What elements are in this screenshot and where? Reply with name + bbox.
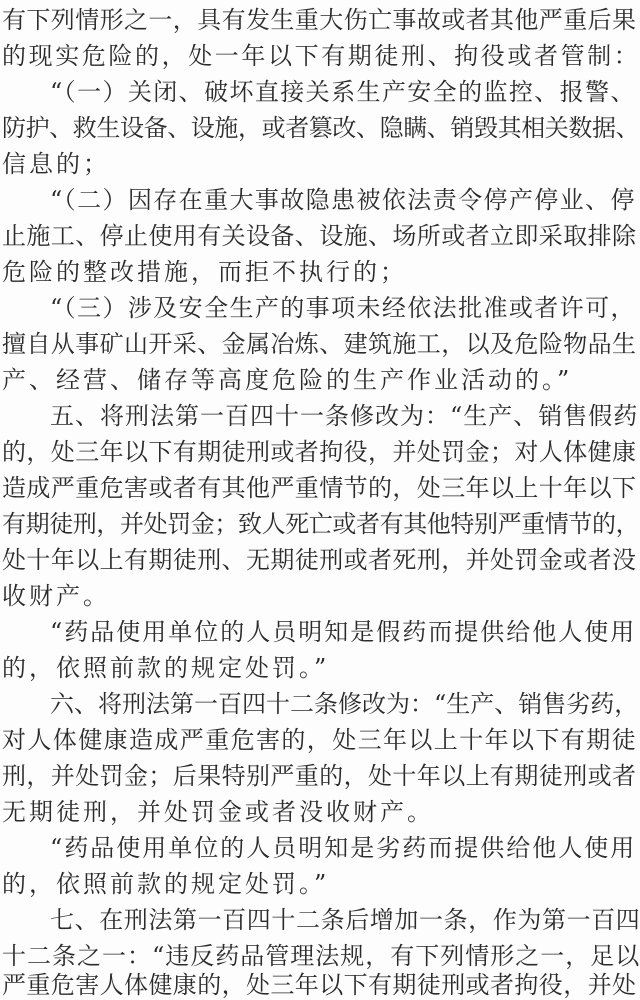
text-line-13: 的，处三年以下有期徒刑或者拘役，并处罚金；对人体健康: [2, 438, 637, 466]
text-line-7: 止施工、停止使用有关设备、设施、场所或者立即采取排除: [2, 222, 637, 250]
text-line-23: 无期徒刑，并处罚金或者没收财产。: [2, 798, 434, 826]
text-line-26: 七、在刑法第一百四十二条后增加一条，作为第一百四: [50, 906, 640, 934]
text-line-27: 十二条之一：“违反药品管理法规，有下列情形之一，足以: [2, 942, 640, 970]
text-line-21: 对人体健康造成严重危害的，处三年以上十年以下有期徒: [2, 726, 637, 754]
text-line-22: 刑，并处罚金；后果特别严重的，处十年以上有期徒刑或者: [2, 762, 637, 790]
text-line-20: 六、将刑法第一百四十二条修改为：“生产、销售劣药，: [50, 690, 639, 718]
text-line-5: 信息的；: [2, 150, 110, 178]
text-line-19: 的，依照前款的规定处罚。”: [2, 654, 330, 682]
text-line-4: 防护、救生设备、设施，或者篡改、隐瞒、销毁其相关数据、: [2, 114, 640, 142]
text-line-6: “（二）因存在重大事故隐患被依法责令停产停业、停: [50, 186, 636, 214]
text-line-10: 擅自从事矿山开采、金属冶炼、建筑施工，以及危险物品生: [2, 330, 637, 358]
text-line-24: “药品使用单位的人员明知是劣药而提供给他人使用: [50, 834, 637, 862]
text-line-3: “（一）关闭、破坏直接关系生产安全的监控、报警、: [50, 78, 636, 106]
text-line-15: 有期徒刑，并处罚金；致人死亡或者有其他特别严重情节的，: [2, 510, 640, 538]
text-line-14: 造成严重危害或者有其他严重情节的，处三年以上十年以下: [2, 474, 637, 502]
text-line-9: “（三）涉及安全生产的事项未经依法批准或者许可，: [50, 294, 636, 322]
text-line-12: 五、将刑法第一百四十一条修改为：“生产、销售假药: [50, 402, 639, 430]
text-line-2: 的现实危险的，处一年以下有期徒刑、拘役或者管制：: [2, 42, 640, 70]
text-line-8: 危险的整改措施，而拒不执行的；: [2, 258, 407, 286]
text-line-25: 的，依照前款的规定处罚。”: [2, 870, 330, 898]
text-line-17: 收财产。: [2, 582, 110, 610]
text-line-18: “药品使用单位的人员明知是假药而提供给他人使用: [50, 618, 637, 646]
text-line-16: 处十年以上有期徒刑、无期徒刑或者死刑，并处罚金或者没: [2, 546, 637, 574]
text-line-11: 产、经营、储存等高度危险的生产作业活动的。”: [2, 366, 573, 394]
text-line-28: 严重危害人体健康的，处三年以下有期徒刑或者拘役，并处: [2, 971, 637, 999]
text-line-1: 有下列情形之一，具有发生重大伤亡事故或者其他严重后果: [2, 6, 637, 34]
